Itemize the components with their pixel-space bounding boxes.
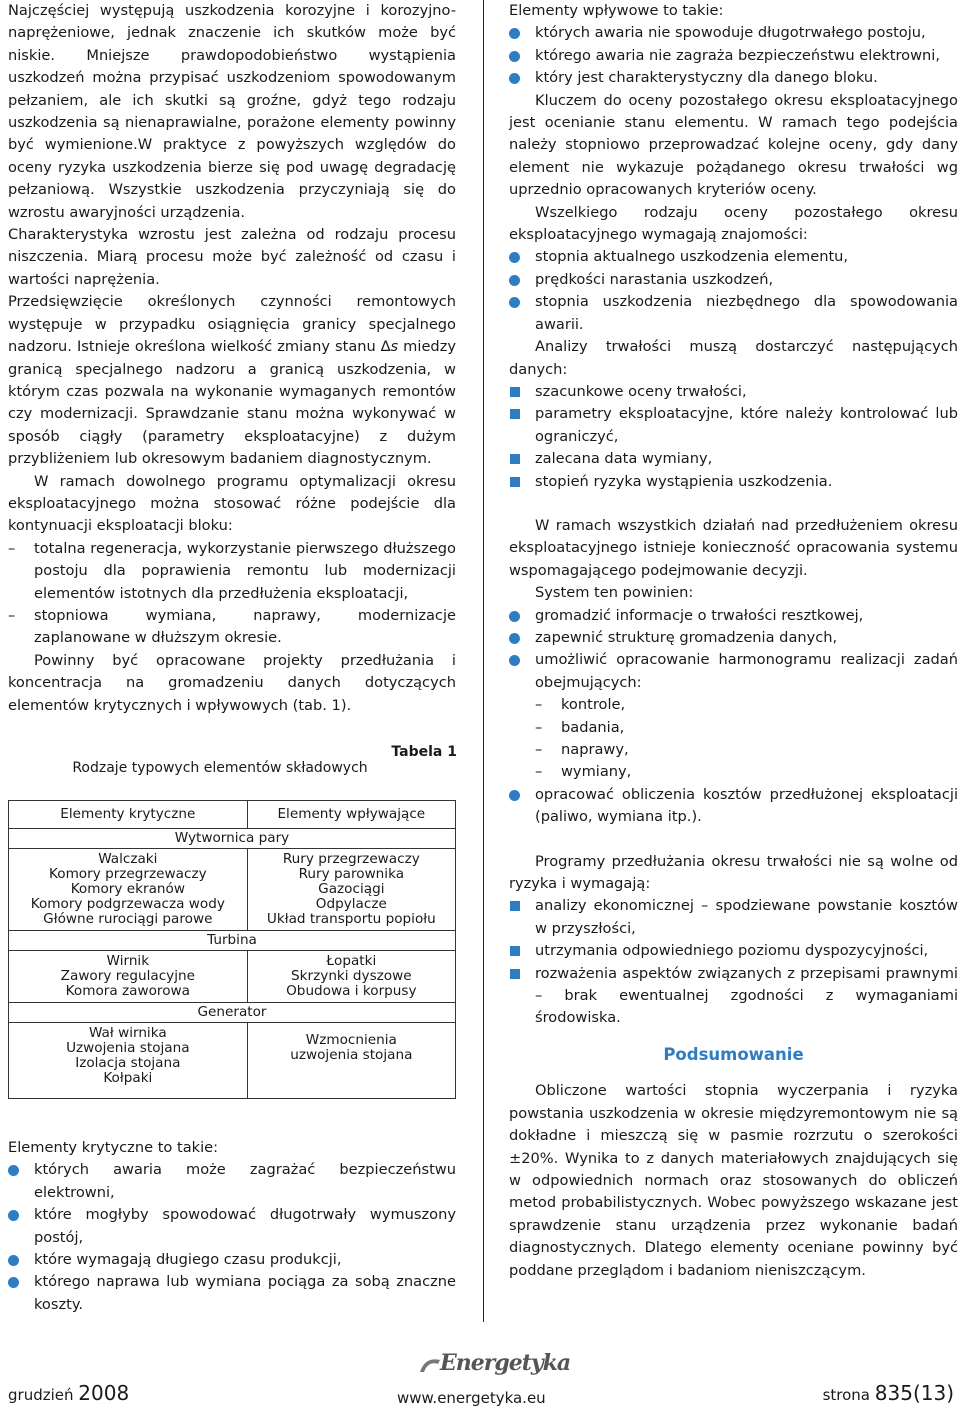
critical-cell: Wirnik Zawory regulacyjne Komora zaworowa	[9, 950, 248, 1002]
table-row	[9, 950, 456, 1002]
dash-list	[8, 538, 456, 650]
header-influencing: Elementy wpływające	[247, 800, 455, 828]
footer-month: grudzień	[8, 1386, 74, 1404]
list-item: – badania,	[535, 717, 958, 739]
section-name: Wytwornica pary	[9, 828, 456, 848]
list-item: stopień ryzyka wystąpienia uszkodzenia.	[509, 471, 958, 493]
list-item: których awaria może zagrażać bezpieczeństwu elektrowni,	[8, 1159, 456, 1204]
list-item: stopnia aktualnego uszkodzenia elementu,	[509, 246, 958, 268]
paragraph: System ten powinien:	[535, 584, 694, 602]
list-item: utrzymania odpowiedniego poziomu dyspozycyjności,	[509, 940, 958, 962]
energetyka-logo-icon	[418, 1356, 442, 1376]
critical-cell: Walczaki Komory przegrzewaczy Komory ekranów Komory podgrzewacza wody Główne rurociągi parowe	[9, 848, 248, 930]
left-column-bottom	[8, 1137, 456, 1316]
paragraph: W ramach dowolnego programu optymalizacji okresu eksploatacyjnego można stosować różne podejście dla kontynuacji eksploatacji bloku:	[8, 472, 456, 535]
paragraph: Elementy krytyczne to takie:	[8, 1139, 219, 1156]
table-header-row	[9, 800, 456, 828]
section-name: Generator	[9, 1002, 456, 1022]
list-item: umożliwić opracowanie harmonogramu realizacji zadań obejmujących:	[509, 649, 958, 694]
list-item: – stopniowa wymiana, naprawy, modernizacje zaplanowane w dłuższym okresie.	[8, 605, 456, 650]
knowledge-list	[509, 246, 958, 336]
paragraph: Charakterystyka wzrostu jest zależna od rodzaju procesu niszczenia. Miarą procesu może być zależność od czasu i wartości naprężenia.	[8, 226, 456, 288]
list-item: zalecana data wymiany,	[509, 448, 958, 470]
footer-year: 2008	[78, 1381, 130, 1405]
list-item: zapewnić strukturę gromadzenia danych,	[509, 627, 958, 649]
system-sublist	[509, 694, 958, 784]
list-item: – kontrole,	[535, 694, 958, 716]
paragraph: Programy przedłużania okresu trwałości nie są wolne od ryzyka i wymagają:	[509, 852, 958, 893]
program-list	[509, 895, 958, 1029]
table-title: Rodzaje typowych elementów składowych	[72, 760, 368, 777]
critical-list	[8, 1159, 456, 1316]
data-list	[509, 381, 958, 493]
paragraph: Kluczem do oceny pozostałego okresu eksploatacyjnego jest ocenianie stanu elementu. W ramach tego podejścia należy stopniowo przeprowadzać kolejne oceny, gdy dany element nie wykazuje pożądanego okresu trwałości wg uprzednio opracowanych kryteriów oceny.	[509, 91, 958, 199]
list-item: których awaria nie spowoduje długotrwałego postoju,	[509, 22, 958, 44]
list-item: opracować obliczenia kosztów przedłużonej eksploatacji (paliwo, wymiana itp.).	[509, 784, 958, 829]
paragraph: Najczęściej występują uszkodzenia korozyjne i korozyjno-naprężeniowe, jednak znaczenie ich skutków może być niskie. Mniejsze prawdopodobieństwo wystąpienia uszkodzeń można przypisać uszkodzeniom spowodowanym pełzaniem, ale ich skutki są groźne, gdyż tego rodzaju uszkodzenia są nienaprawialne, porażone elementy powinny być wymienione.W praktyce z powyższych względów do oceny ryzyka uszkodzenia bierze się pod uwagę degradację pełzaniową. Wszystkie uszkodzenia przyczyniają się do wzrostu awaryjności urządzenia.	[8, 2, 456, 221]
footer-url[interactable]: www.energetyka.eu	[397, 1389, 546, 1407]
footer-page-word: strona	[822, 1386, 870, 1404]
influencing-cell: Rury przegrzewaczy Rury parownika Gazociągi Odpylacze Układ transportu popiołu	[247, 848, 455, 930]
page-footer	[0, 1350, 960, 1408]
symbol-delta-s: ∆s	[380, 338, 399, 356]
list-item: – wymiany,	[535, 761, 958, 783]
list-item: który jest charakterystyczny dla danego bloku.	[509, 67, 958, 89]
influencing-cell: Wzmocnienia uzwojenia stojana	[247, 1022, 455, 1098]
energetyka-logo: Energetyka	[440, 1350, 571, 1376]
paragraph	[8, 291, 456, 470]
left-column	[8, 0, 456, 717]
critical-cell: Wał wirnika Uzwojenia stojana Izolacja stojana Kołpaki	[9, 1022, 248, 1098]
system-list	[509, 605, 958, 695]
list-item: prędkości narastania uszkodzeń,	[509, 269, 958, 291]
paragraph: Powinny być opracowane projekty przedłużania i koncentracja na gromadzeniu danych dotyczących elementów krytycznych i wpływowych (tab. 1).	[8, 651, 456, 714]
list-item: rozważenia aspektów związanych z przepisami prawnymi – brak ewentualnej zgodności z wymaganiami środowiska.	[509, 963, 958, 1030]
paragraph: Elementy wpływowe to takie:	[509, 2, 724, 19]
list-item: które mogłyby spowodować długotrwały wymuszony postój,	[8, 1204, 456, 1249]
table-1	[8, 741, 460, 1099]
table-label: Tabela 1	[391, 744, 457, 760]
paragraph: Wszelkiego rodzaju oceny pozostałego okresu eksploatacyjnego wymagają znajomości:	[509, 203, 958, 244]
section-row	[9, 828, 456, 848]
list-item: którego awaria nie zagraża bezpieczeństwu elektrowni,	[509, 45, 958, 67]
paragraph: Obliczone wartości stopnia wyczerpania i ryzyka powstania uszkodzenia w okresie międzyremontowym nie są dokładne i mieszczą się w pasmie rozrzutu o szerokości ±20%. Wynika to z danych materiałowych znajdujących się w odpowiednich normach oraz stosowanych do obliczeń metod probabilistycznych. Wobec powyższego wskazane jest sprawdzenie stanu urządzenia przez wykonanie badań diagnostycznych. Dlatego elementy oceniane powinny być poddane przeglądom i badaniom nieniszczącym.	[509, 1082, 958, 1279]
table-row	[9, 848, 456, 930]
section-heading: Podsumowanie	[663, 1044, 804, 1064]
list-item: którego naprawa lub wymiana pociąga za sobą znaczne koszty.	[8, 1271, 456, 1316]
section-row	[9, 930, 456, 950]
components-table	[8, 800, 456, 1099]
column-divider	[483, 0, 484, 1322]
list-item: – totalna regeneracja, wykorzystanie pierwszego dłuższego postoju dla poprawienia remontu lub modernizacji elementów istotnych dla przedłużenia eksploatacji,	[8, 538, 456, 605]
table-row	[9, 1022, 456, 1098]
footer-page-number: 835(13)	[874, 1381, 954, 1405]
text-span: Przedsięwzięcie określonych czynności remontowych występuje w przypadku osiągnięcia granicy specjalnego nadzoru. Istnieje określona wielkość zmiany stanu	[8, 293, 456, 356]
list-item: które wymagają długiego czasu produkcji,	[8, 1249, 456, 1271]
list-item: parametry eksploatacyjne, które należy kontrolować lub ograniczyć,	[509, 403, 958, 448]
influencing-list	[509, 22, 958, 89]
list-item: stopnia uszkodzenia niezbędnego dla spowodowania awarii.	[509, 291, 958, 336]
paragraph: Analizy trwałości muszą dostarczyć następujących danych:	[509, 338, 958, 378]
list-item: analizy ekonomicznej – spodziewane powstanie kosztów w przyszłości,	[509, 895, 958, 940]
footer-page	[823, 1382, 954, 1406]
influencing-cell: Łopatki Skrzynki dyszowe Obudowa i korpusy	[247, 950, 455, 1002]
section-name: Turbina	[9, 930, 456, 950]
footer-date	[8, 1382, 129, 1406]
paragraph: W ramach wszystkich działań nad przedłużeniem okresu eksploatacyjnego istnieje konieczność opracowania systemu wspomagającego podejmowanie decyzji.	[509, 516, 958, 579]
spacer	[509, 829, 958, 851]
text-span: miedzy granicą specjalnego nadzoru a granicą uszkodzenia, w którym czas pozwala na wykonanie wymaganych remontów czy modernizacji. Sprawdzanie stanu można wykonywać w sposób ciągły (parametry eksploatacyjne) z dużym przybliżeniem lub okresowym badaniem diagnostycznym.	[8, 338, 456, 468]
right-column	[509, 0, 958, 1282]
spacer	[509, 493, 958, 515]
list-item: gromadzić informacje o trwałości resztkowej,	[509, 605, 958, 627]
list-item: szacunkowe oceny trwałości,	[509, 381, 958, 403]
section-row	[9, 1002, 456, 1022]
header-critical: Elementy krytyczne	[9, 800, 248, 828]
system-list-end	[509, 784, 958, 829]
list-item: – naprawy,	[535, 739, 958, 761]
